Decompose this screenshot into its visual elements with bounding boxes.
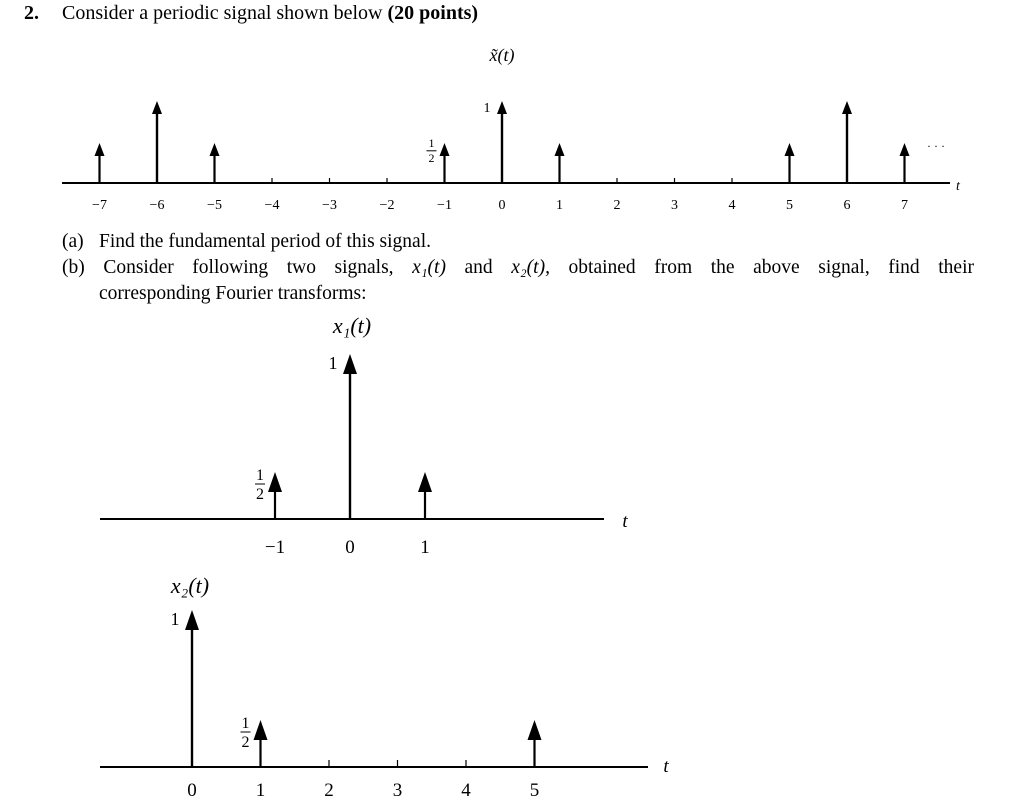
plot3-tick-label: 0: [187, 780, 197, 801]
plot3-impulse-label-num: 1: [241, 715, 250, 732]
plot2-impulse-arrow: [268, 472, 282, 492]
plot1-impulse-arrow: [210, 143, 220, 156]
plot1-impulse-arrow: [440, 143, 450, 156]
plot3-tick-label: 3: [392, 780, 403, 801]
plot1-impulse-label-num: 1: [428, 135, 435, 150]
plot1-tick-label: 0: [498, 198, 506, 213]
plot1-tick-label: −7: [92, 198, 107, 213]
part-b-word: from: [654, 257, 693, 278]
plot2-title: x₁(t): [332, 313, 372, 338]
plot1-ellipsis: · · ·: [927, 139, 945, 153]
plot3-impulse-label-den: 2: [241, 734, 250, 751]
problem-number: 2.: [24, 2, 39, 24]
part-b-word: following: [192, 257, 269, 278]
plot3-axis-variable: t: [663, 756, 669, 777]
part-b-word: signals,: [334, 257, 394, 278]
part-b-word: the: [710, 257, 735, 278]
plot3-title: x₂(t): [170, 573, 210, 598]
plot1-tick-label: 3: [671, 198, 678, 213]
part-a-label: (a): [62, 231, 84, 252]
plot3-impulse-label: 1: [170, 609, 180, 629]
plot2-impulse-label-den: 2: [256, 486, 264, 503]
plot1-impulse-arrow: [497, 101, 507, 114]
problem-points: (20 points): [387, 2, 479, 24]
part-b-word: x₂(t),: [511, 257, 550, 278]
plot1-tick-label: −6: [149, 198, 165, 213]
plot1-tick-label: 5: [786, 198, 793, 213]
plot1-impulse-arrow: [152, 101, 162, 114]
plot2-axis-variable: t: [622, 511, 628, 532]
plot2-impulse-arrow: [343, 354, 357, 374]
plot2-tick-label: −1: [264, 537, 286, 558]
plot1-tick-label: 2: [613, 198, 621, 213]
plot1-title: x̃(t): [489, 45, 515, 65]
plot1-tick-label: 1: [556, 198, 563, 213]
plot2-impulse-label: 1: [328, 353, 338, 373]
plot1-tick-label: −3: [322, 198, 337, 213]
plot3-impulse-arrow: [254, 720, 268, 740]
plot2-tick-label: 1: [420, 537, 430, 558]
plot1-impulse-arrow: [555, 143, 565, 156]
plot3-tick-label: 4: [461, 780, 471, 801]
part-b-word: find: [888, 257, 920, 278]
part-b-word: their: [938, 257, 974, 278]
plot2-tick-label: 0: [345, 537, 355, 558]
plot1-tick-label: −1: [437, 198, 452, 213]
plot1-impulse-arrow: [95, 143, 105, 156]
part-b-word: and: [464, 257, 493, 278]
plot1-axis-variable: t: [956, 179, 960, 194]
plot1-impulse-arrow: [842, 101, 852, 114]
plot1-tick-label: 4: [728, 198, 736, 213]
plot3-tick-label: 5: [529, 780, 540, 801]
plot2-impulse-label-num: 1: [256, 467, 264, 484]
part-b-word: obtained: [568, 257, 636, 278]
plot1-impulse-arrow: [785, 143, 795, 156]
part-b-label: (b): [62, 257, 85, 278]
part-b-word: two: [286, 257, 316, 278]
problem-statement: Consider a periodic signal shown below: [62, 2, 383, 24]
part-b-word: x₁(t): [412, 257, 446, 278]
part-b-word: signal,: [818, 257, 870, 278]
plot3-impulse-arrow: [185, 610, 199, 630]
plot1-tick-label: −2: [379, 198, 395, 213]
part-a-text: Find the fundamental period of this signal.: [99, 231, 431, 252]
plot1-tick-label: −4: [264, 198, 280, 213]
part-b-word: Consider: [103, 257, 174, 278]
plot1-tick-label: 7: [901, 198, 908, 213]
part-b-word: above: [753, 257, 800, 278]
plot3-impulse-arrow: [528, 720, 542, 740]
plot3-tick-label: 2: [324, 780, 334, 801]
plot1-impulse-label: 1: [483, 101, 491, 117]
part-b-line2: corresponding Fourier transforms:: [99, 283, 367, 304]
plot2-impulse-arrow: [418, 472, 432, 492]
plot1-impulse-label-den: 2: [428, 150, 435, 165]
plot3-tick-label: 1: [255, 780, 266, 801]
plot1-impulse-arrow: [900, 143, 910, 156]
plot1-tick-label: 6: [843, 198, 851, 213]
plot1-tick-label: −5: [207, 198, 222, 213]
